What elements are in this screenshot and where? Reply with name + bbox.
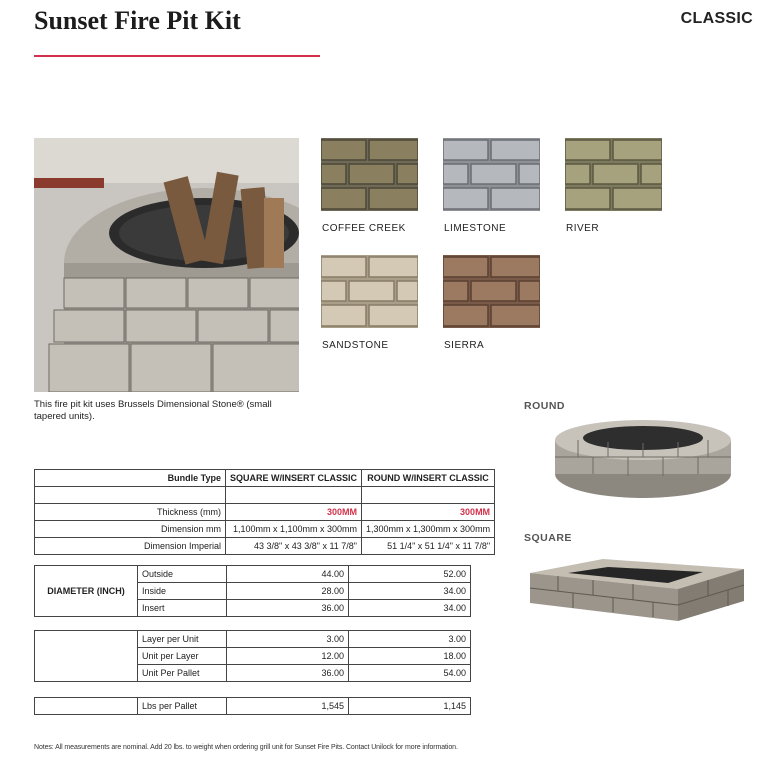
limestone-swatch (443, 138, 540, 211)
sandstone-label: SANDSTONE (322, 340, 389, 351)
sandstone-swatch (321, 255, 418, 328)
sierra-swatch (443, 255, 540, 328)
round-label: ROUND (524, 400, 565, 412)
page-title: Sunset Fire Pit Kit (34, 6, 241, 35)
square-fire-pit-image (528, 555, 746, 625)
units-table (34, 630, 471, 682)
limestone-label: LIMESTONE (444, 223, 507, 234)
table-row: Dimension Imperial 43 3/8" x 43 3/8" x 11 7/8" 51 1/4" x 51 1/4" x 11 7/8" (35, 538, 495, 555)
table-row: Layer per Unit 3.00 3.00 (35, 631, 471, 648)
table-row: Thickness (mm) 300MM 300MM (35, 504, 495, 521)
header-round: ROUND W/INSERT CLASSIC (362, 470, 495, 487)
river-swatch (565, 138, 662, 211)
table-row: Inside 28.00 34.00 (35, 583, 471, 600)
table-row: Unit Per Pallet 36.00 54.00 (35, 665, 471, 682)
bundle-spec-table (34, 469, 495, 555)
table-row: Unit per Layer 12.00 18.00 (35, 648, 471, 665)
table-row: Dimension mm 1,100mm x 1,100mm x 300mm 1,300mm x 1,300mm x 300mm (35, 521, 495, 538)
diameter-group-label: DIAMETER (INCH) (35, 566, 138, 617)
collection-tag: CLASSIC (680, 10, 753, 27)
sierra-label: SIERRA (444, 340, 485, 351)
hero-caption: This fire pit kit uses Brussels Dimensional Stone® (small tapered units). (34, 399, 272, 422)
hero-fire-pit-photo (34, 138, 299, 392)
coffee-creek-swatch (321, 138, 418, 211)
round-fire-pit-image (548, 418, 738, 500)
title-underline (34, 55, 320, 57)
diameter-table (34, 565, 471, 617)
table-row: Insert 36.00 34.00 (35, 600, 471, 617)
coffee-creek-label: COFFEE CREEK (322, 223, 406, 234)
header-bundle-type: Bundle Type (137, 470, 226, 487)
table-row: Lbs per Pallet 1,545 1,145 (35, 698, 471, 715)
header-square: SQUARE W/INSERT CLASSIC (226, 470, 362, 487)
square-label: SQUARE (524, 532, 572, 544)
river-label: RIVER (566, 223, 600, 234)
weight-table (34, 697, 471, 715)
footnote: Notes: All measurements are nominal. Add 20 lbs. to weight when ordering grill unit for Sunset Fire Pits. Contact Unilock for more information. (34, 744, 458, 751)
table-row: DIAMETER (INCH) Outside 44.00 52.00 (35, 566, 471, 583)
